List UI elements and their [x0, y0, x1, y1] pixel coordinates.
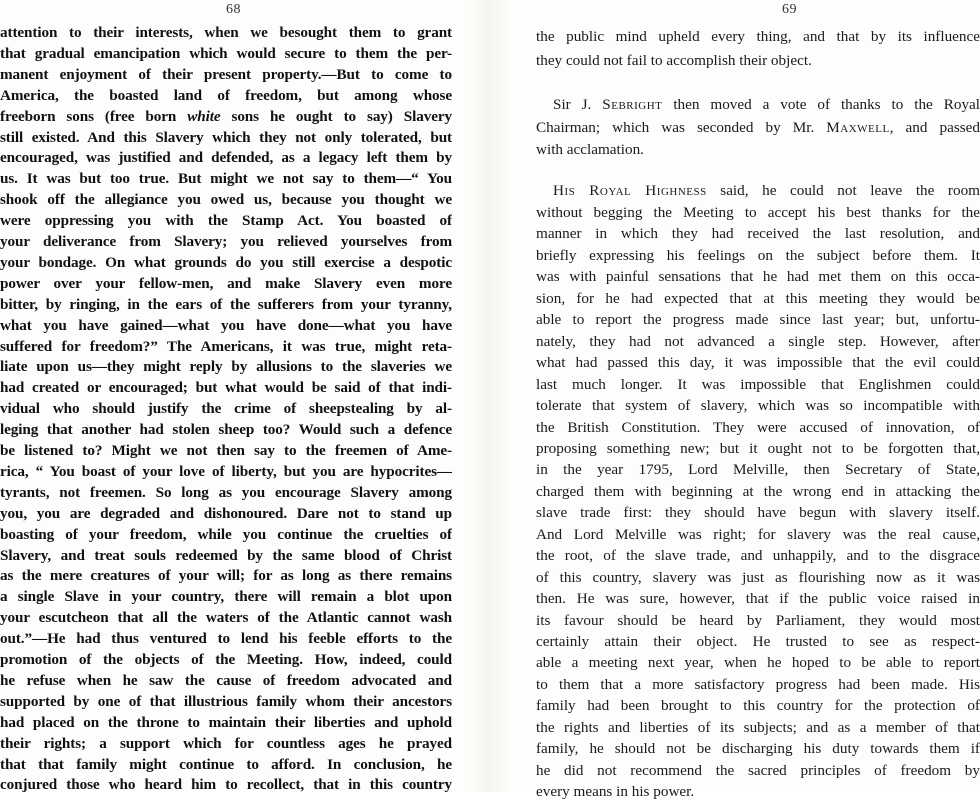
text-line: the rights and liberties of its subjects; and as a member of that — [536, 718, 980, 736]
text-line: tolerate that system of slavery, which was so incompatible with — [536, 397, 980, 415]
text-line: supported by one of that illustrious family whom their ancestors — [0, 692, 452, 710]
text-line: family had been brought to this country for the protection of — [536, 697, 980, 715]
text-line: vidual who should justify the crime of sheepstealing by al- — [0, 400, 452, 418]
left-page — [0, 0, 452, 792]
text-line: be listened to? Might we not then say to the freemen of Ame- — [0, 442, 452, 459]
text-line: he did not recommend the sacred principles of freedom by — [536, 761, 980, 779]
text-line: without begging the Meeting to accept his best thanks for the — [536, 204, 980, 221]
text-line: And Lord Melville was right; for slavery was the real cause, — [536, 525, 980, 543]
text-line: they could not fail to accomplish their object. — [536, 52, 812, 69]
text-line: as the mere creatures of your will; for as long as there remains — [0, 567, 452, 585]
text-span: then moved a vote of thanks to the Royal — [662, 96, 980, 113]
text-line: boasting of your freedom, while you continue the cruelties of — [0, 525, 452, 543]
text-span: , and passed — [889, 119, 980, 136]
text-line: power over your fellow-men, and make Slavery even more — [0, 274, 452, 292]
text-line: nately, they had not advanced a single step. However, after — [536, 332, 980, 350]
text-line: your deliverance from Slavery; you relieved yourselves from — [0, 233, 452, 250]
text-line: certainly attain their object. He trusted to see as respect- — [536, 633, 980, 650]
text-line: promotion of the objects of the Meeting. How, indeed, could — [0, 651, 452, 668]
text-line: tyrants, not freemen. So long as you encourage Slavery among — [0, 483, 452, 501]
text-line: that that family might continue to afford. In conclusion, he — [0, 755, 452, 773]
text-line: conjured those who heard him to recollect, that in this country — [0, 776, 452, 794]
text-line: shook off the allegiance you owed us, because you thought we — [0, 191, 452, 209]
text-line: bitter, by ringing, in the ears of the sufferers from your tyranny, — [0, 295, 452, 313]
text-line: then. He was sure, however, that if the public voice raised in — [536, 590, 980, 608]
text-line: in the year 1795, Lord Melville, then Secretary of State, — [536, 461, 980, 479]
text-line: the root, of the slave trade, and unhappily, and to the disgrace — [536, 547, 980, 565]
text-line: Slavery, and treat souls redeemed by the same blood of Christ — [0, 546, 452, 564]
text-line: encouraged, was justified and defended, as a legacy left them by — [0, 149, 452, 167]
text-line: were oppressing you with the Stamp Act. You boasted of — [0, 212, 452, 230]
text-line: that gradual emancipation which would secure to them the per- — [0, 44, 452, 62]
text-line: liate upon us—they might reply by allusions to the slaveries we — [0, 358, 452, 376]
text-line: rica, “ You boast of your love of liberty, but you are hypocrites— — [0, 462, 452, 480]
text-line: had placed on the throne to maintain their liberties and uphold — [0, 713, 452, 731]
text-line: briefly expressing his feelings on the subject before them. It — [536, 246, 980, 264]
text-line: proposing something new; but it ought not to be forgotten that, — [536, 439, 980, 457]
speaker-name: Sebright — [602, 96, 663, 113]
text-line: America, the boasted land of freedom, but among whose — [0, 86, 452, 104]
text-line: what you have gained—what you have done—what you have — [0, 316, 452, 334]
text-line: suffered for freedom?” The Americans, it was true, might reta- — [0, 337, 452, 355]
text-line: sion, for he had expected that at this meeting they would be — [536, 289, 980, 307]
text-line — [536, 181, 980, 201]
text-line: he refuse when he saw the cause of freedom advocated and — [0, 671, 452, 689]
text-line: of this country, slavery was just as flourishing now as it was — [536, 568, 980, 586]
text-line: a single Slave in your country, there will remain a blot upon — [0, 588, 452, 606]
text-line: your escutcheon that all the waters of the Atlantic cannot wash — [0, 609, 452, 627]
speaker-name: His Royal Highness — [553, 182, 707, 199]
text-line: you, you are degraded and dishonoured. Dare not to stand up — [0, 504, 452, 522]
text-line: their rights; a support which for countless ages he prayed — [0, 734, 452, 752]
text-line: last much longer. It was impossible that Englishmen could — [536, 375, 980, 393]
text-line: slave trade first: they should have begun with slavery itself. — [536, 504, 980, 522]
text-line: manent enjoyment of their present property.—But to come to — [0, 65, 452, 83]
text-line: attention to their interests, when we besought them to grant — [0, 24, 452, 41]
book-gutter — [470, 0, 510, 792]
text-line: us. It was but too true. But might we not say to them—“ You — [0, 170, 452, 188]
text-line: what had passed this day, it was impossible that the evil could — [536, 354, 980, 372]
text-line: had created or encouraged; but what would be said of that indi- — [0, 379, 452, 397]
text-line: charged them with beginning at the wrong end in attacking the — [536, 482, 980, 500]
text-line: its favour should be heard by Parliament, they would most — [536, 611, 980, 629]
emphasis: white — [187, 107, 221, 125]
page-number-left: 68 — [226, 2, 241, 17]
speaker-name: Maxwell — [826, 119, 890, 136]
text-line: family, he should not be discharging his duty towards them if — [536, 740, 980, 758]
text-line: still existed. And this Slavery which they not only tolerated, but — [0, 128, 452, 146]
text-line: out.”—He had thus ventured to lend his feeble efforts to the — [0, 630, 452, 648]
text-line: leging that another had stolen sheep too? Would such a defence — [0, 421, 452, 439]
page-number-right: 69 — [782, 2, 797, 17]
text-span: said, he could not leave the room — [706, 182, 980, 199]
text-line: manner in which they had received the last resolution, and — [536, 225, 980, 243]
text-line: every means in his power. — [536, 783, 695, 801]
text-line — [536, 95, 980, 115]
text-line: the British Constitution. They were accused of innovation, of — [536, 418, 980, 436]
text-span: Chairman; which was seconded by Mr. — [536, 119, 827, 136]
text-line: was with painful sensations that he had met them on this occa- — [536, 268, 980, 286]
text-line: to them that a more satisfactory progress had been made. His — [536, 675, 980, 693]
text-line: able to report the progress made since last year; but, unfortu- — [536, 311, 980, 329]
text-line: freeborn sons (free born white sons he ought to say) Slavery — [0, 107, 452, 125]
text-line: able a meeting next year, when he hoped to be able to report — [536, 654, 980, 672]
text-span: Sir J. — [553, 96, 603, 113]
text-line: the public mind upheld every thing, and that by its influence — [536, 28, 980, 45]
text-line — [536, 118, 980, 138]
text-line: with acclamation. — [536, 141, 644, 158]
text-line: your bondage. On what grounds do you still exercise a despotic — [0, 253, 452, 271]
right-page — [536, 0, 980, 801]
